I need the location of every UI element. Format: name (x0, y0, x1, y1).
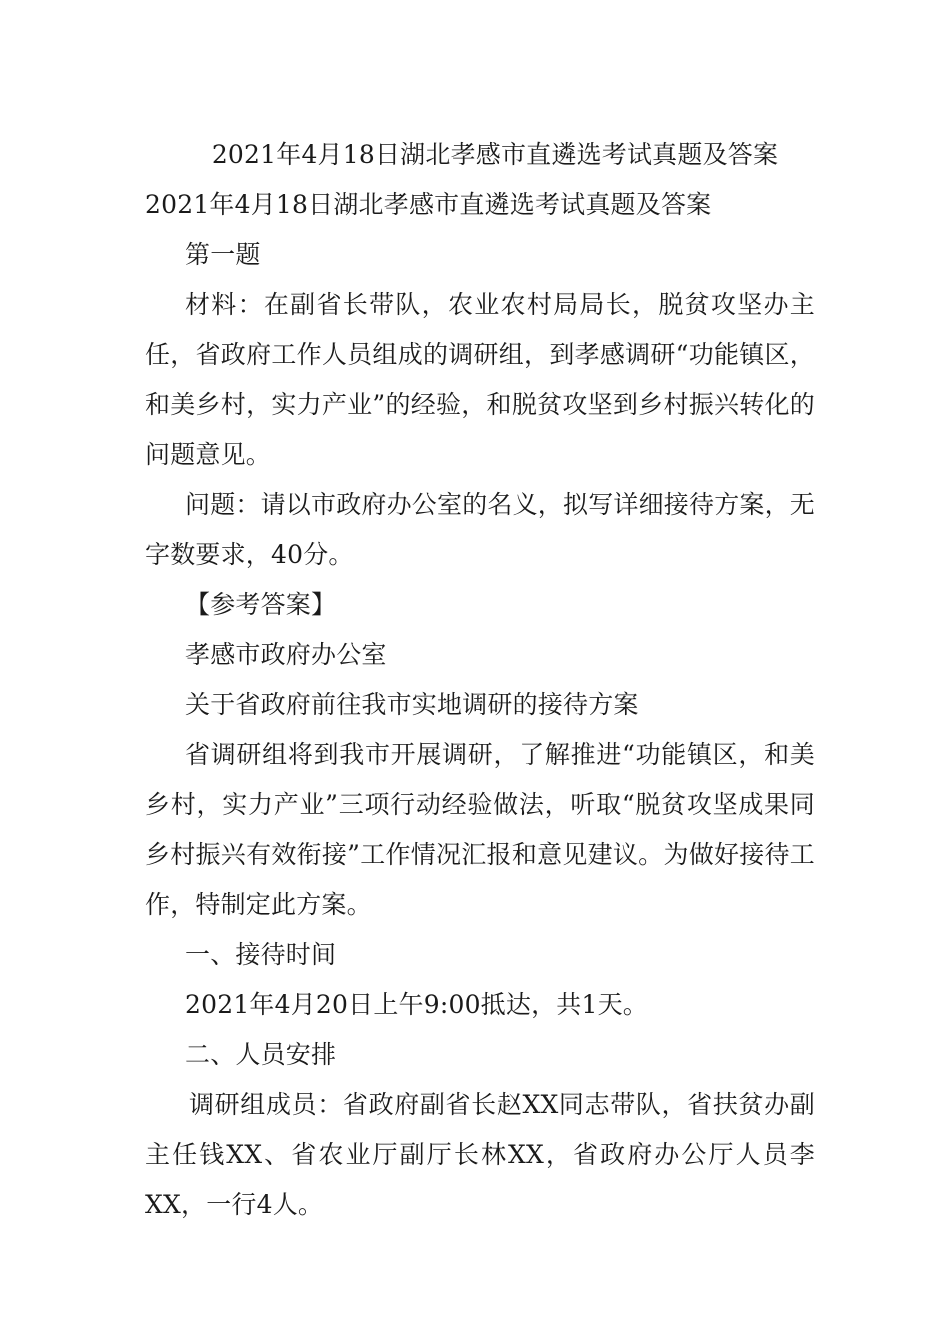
question-paragraph: 问题：请以市政府办公室的名义，拟写详细接待方案，无字数要求，40分。 (145, 490, 816, 569)
section-1-text: 2021年4月20日上午9:00抵达，共1天。 (185, 990, 648, 1019)
issuer-line: 孝感市政府办公室 (185, 640, 387, 669)
question-heading: 第一题 (185, 240, 261, 269)
section-2-heading: 二、人员安排 (185, 1040, 337, 1069)
section-1-heading: 一、接待时间 (185, 940, 337, 969)
section-2-text: 调研组成员：省政府副省长赵XX同志带队，省扶贫办副主任钱XX、省农业厅副厅长林XX，省政府办公厅人员李XX，一行4人。 (145, 1090, 815, 1219)
document-title-repeat: 2021年4月18日湖北孝感市直遴选考试真题及答案 (145, 190, 712, 219)
intro-paragraph: 省调研组将到我市开展调研，了解推进“功能镇区，和美乡村，实力产业”三项行动经验做法，听取“脱贫攻坚成果同乡村振兴有效衔接”工作情况汇报和意见建议。为做好接待工作，特制定此方案。 (145, 740, 815, 919)
document-body (145, 130, 815, 1230)
document-title: 2021年4月18日湖北孝感市直遴选考试真题及答案 (211, 140, 779, 169)
answer-heading: 【参考答案】 (185, 590, 337, 619)
material-paragraph: 材料：在副省长带队，农业农村局局长，脱贫攻坚办主任，省政府工作人员组成的调研组，到孝感调研“功能镇区，和美乡村，实力产业”的经验，和脱贫攻坚到乡村振兴转化的问题意见。 (145, 290, 815, 469)
plan-title: 关于省政府前往我市实地调研的接待方案 (185, 690, 639, 719)
